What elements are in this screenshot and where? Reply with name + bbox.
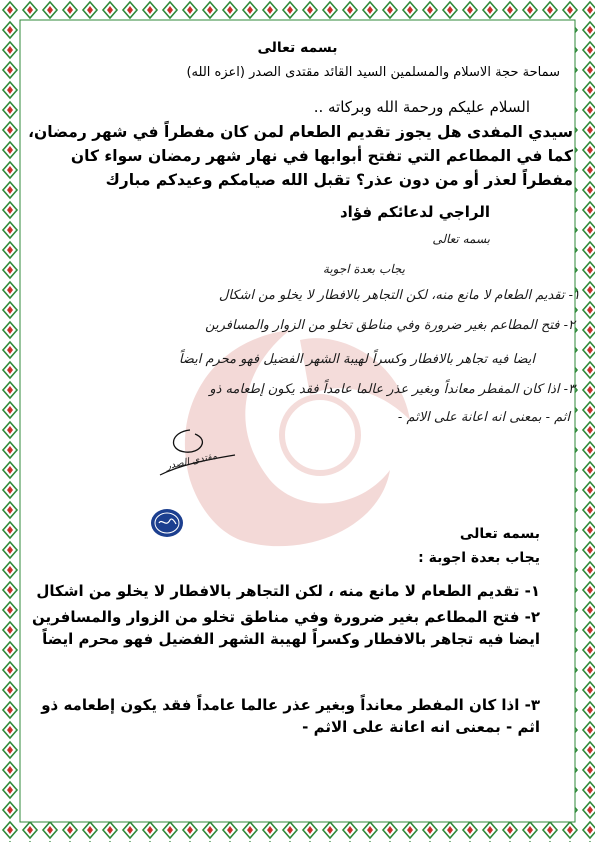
handwritten-intro: يجاب بعدة اجوبة: [322, 262, 405, 276]
greeting-line: السلام عليكم ورحمة الله وبركاته ..: [313, 98, 530, 116]
question-signature: الراجي لدعائكم فؤاد: [339, 203, 490, 221]
answer-point-2: ٢- فتح المطاعم بغير ضرورة وفي مناطق تخلو من الزوار والمسافرين ايضا فيه تجاهر بالافطار وكسراً لهيبة الشهر الفضيل فهو محرم ايضاً: [32, 608, 540, 648]
handwritten-line-4: ٣- اذا كان المفطر معانداً وبغير عذر عالما عامداً فقد يكون إطعامه ذو: [209, 382, 575, 397]
question-title: بسمه تعالى: [257, 40, 338, 56]
handwritten-signature: مقتدى الصدر: [165, 450, 218, 473]
answer-intro: يجاب بعدة اجوبة :: [418, 550, 540, 566]
handwritten-title: بسمه تعالى: [432, 232, 490, 246]
question-text: سيدي المفدى هل يجوز تقديم الطعام لمن كان مفطراً في شهر رمضان، كما في المطاعم التي تفتح أبوابها في نهار شهر رمضان سواء كان مفطراً لعذر أو من دون عذر؟ تقبل الله صيامكم وعيدكم مبارك: [28, 123, 573, 189]
handwritten-line-2: ٢- فتح المطاعم بغير ضرورة وفي مناطق تخلو من الزوار والمسافرين: [205, 318, 575, 333]
handwritten-line-1: ١- تقديم الطعام لا مانع منه، لكن التجاهر بالافطار لا يخلو من اشكال: [218, 288, 580, 303]
answer-point-3: ٣- اذا كان المفطر معانداً وبغير عذر عالما عامداً فقد يكون إطعامه ذو اثم - بمعنى انه اعانة على الاثم -: [41, 696, 540, 736]
answer-title: بسمه تعالى: [459, 526, 540, 542]
addressee-line: سماحة حجة الاسلام والمسلمين السيد القائد مقتدى الصدر (اعزه الله): [186, 65, 560, 80]
handwritten-line-3: ايضا فيه تجاهر بالافطار وكسراً لهيبة الشهر الفضيل فهو محرم ايضاً: [178, 352, 535, 367]
answer-point-1: ١- تقديم الطعام لا مانع منه ، لكن التجاهر بالافطار لا يخلو من اشكال: [36, 582, 540, 600]
handwritten-line-5: اثم - بمعنى انه اعانة على الاثم -: [397, 410, 570, 425]
